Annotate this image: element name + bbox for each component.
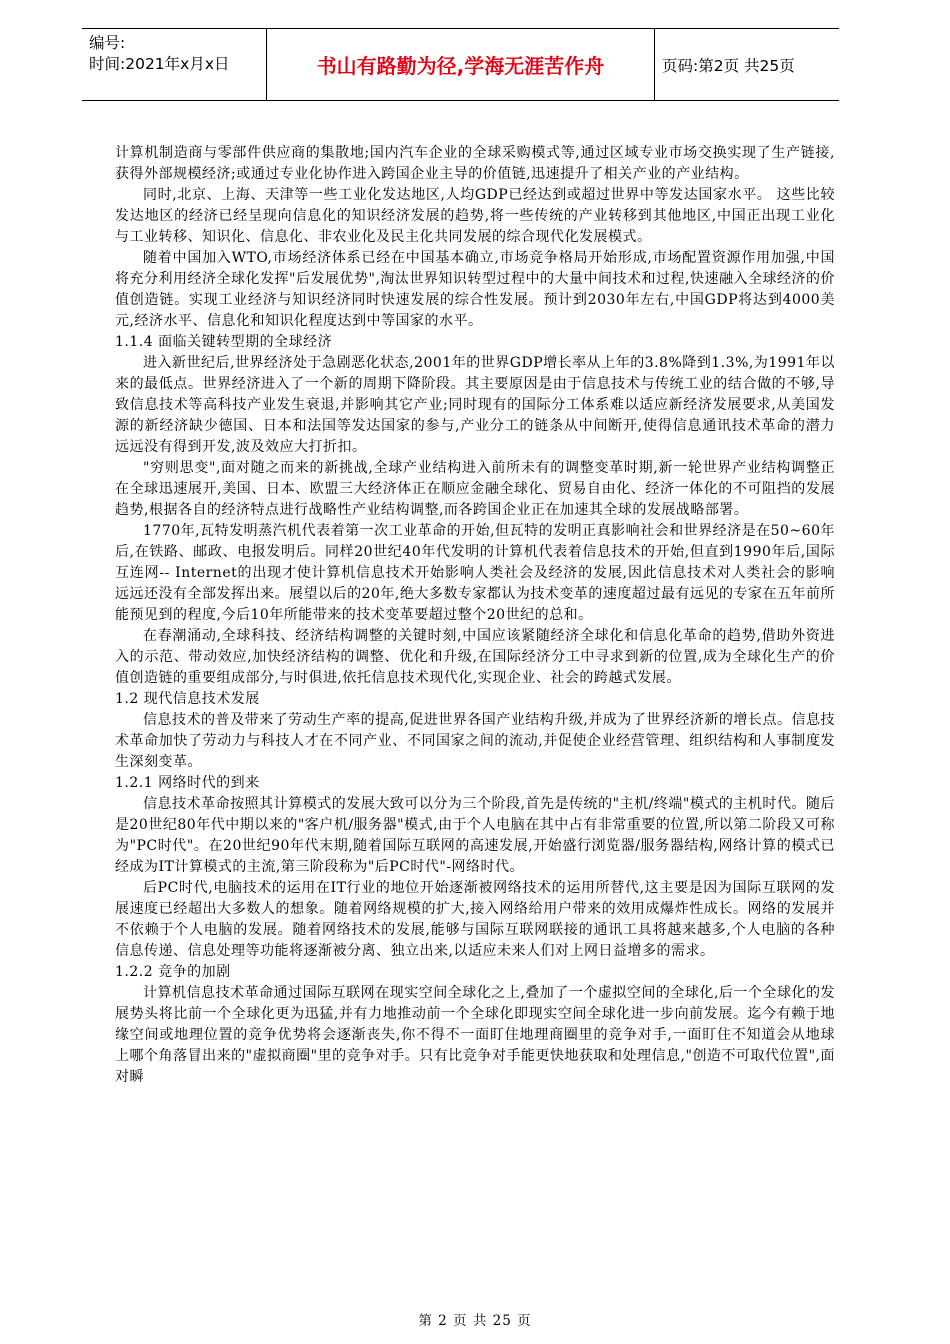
body-paragraph: 在春潮涌动,全球科技、经济结构调整的关键时刻,中国应该紧随经济全球化和信息化革命的趋势,借助外资进入的示范、带动效应,加快经济结构的调整、优化和升级,在国际经济分工中寻求到新的位置,成为全球化生产的价值创造链的重要组成部分,与时俱进,依托信息技术现代化,实现企业、社会的跨越式发展。 <box>115 628 835 686</box>
header-motto: 书山有路勤为径,学海无涯苦作舟 <box>267 29 655 100</box>
body-paragraph: 信息技术的普及带来了劳动生产率的提高,促进世界各国产业结构升级,并成为了世界经济新的增长点。信息技术革命加快了劳动力与科技人才在不同产业、不同国家之间的流动,并促使企业经营管理、组织结构和人事制度发生深刻变革。 <box>115 712 835 770</box>
body-paragraph: 进入新世纪后,世界经济处于急剧恶化状态,2001年的世界GDP增长率从上年的3.8%降到1.3%,为1991年以来的最低点。世界经济进入了一个新的周期下降阶段。其主要原因是由于信息技术与传统工业的结合做的不够,导致信息技术等高科技产业发生衰退,并影响其它产业;同时现有的国际分工体系难以适应新经济发展要求,从美国发源的新经济缺少德国、日本和法国等发达国家的参与,产业分工的链条从中间断开,使得信息通讯技术革命的潜力远远没有得到开发,波及效应大打折扣。 <box>115 355 835 455</box>
section-heading: 1.2.1 网络时代的到来 <box>115 775 260 791</box>
body-paragraph: 计算机制造商与零部件供应商的集散地;国内汽车企业的全球采购模式等,通过区域专业市场交换实现了生产链接,获得外部规模经济;或通过专业化协作进入跨国企业主导的价值链,迅速提升了相关产业的产业结构。 <box>115 145 835 182</box>
document-number: 编号: <box>89 34 126 52</box>
document-time: 时间:2021年x月x日 <box>89 55 230 73</box>
body-paragraph: 信息技术革命按照其计算模式的发展大致可以分为三个阶段,首先是传统的"主机/终端"模式的主机时代。随后是20世纪80年代中期以来的"客户机/服务器"模式,由于个人电脑在其中占有非常重要的位置,所以第二阶段又可称为"PC时代"。在20世纪90年代末期,随着国际互联网的高速发展,开始盛行浏览器/服务器结构,网络计算的模式已经成为IT计算模式的主流,第三阶段称为"后PC时代"-网络时代。 <box>115 796 835 875</box>
header-info <box>82 29 267 100</box>
section-heading: 1.2 现代信息技术发展 <box>115 691 260 707</box>
page-header <box>82 28 839 101</box>
section-heading: 1.1.4 面临关键转型期的全球经济 <box>115 334 333 350</box>
body-paragraph: "穷则思变",面对随之而来的新挑战,全球产业结构进入前所未有的调整变革时期,新一轮世界产业结构调整正在全球迅速展开,美国、日本、欧盟三大经济体正在顺应金融全球化、贸易自由化、经济一体化的不可阻挡的发展趋势,根据各自的经济特点进行战略性产业结构调整,而各跨国企业正在加速其全球的发展战略部署。 <box>115 460 835 518</box>
header-page-number: 页码:第2页 共25页 <box>662 56 795 75</box>
body-paragraph: 计算机信息技术革命通过国际互联网在现实空间全球化之上,叠加了一个虚拟空间的全球化,后一个全球化的发展势头将比前一个全球化更为迅猛,并有力地推动前一个全球化即现实空间全球化进一步向前发展。迄今有赖于地缘空间或地理位置的竞争优势将会逐渐丧失,你不得不一面盯住地理商圈里的竞争对手,一面盯住不知道会从地球上哪个角落冒出来的"虚拟商圈"里的竞争对手。只有比竞争对手能更快地获取和处理信息,"创造不可取代位置",面对瞬 <box>115 985 835 1085</box>
document-body <box>115 143 835 1088</box>
page-footer: 第 2 页 共 25 页 <box>418 1313 532 1329</box>
section-heading: 1.2.2 竞争的加剧 <box>115 964 231 980</box>
body-paragraph: 随着中国加入WTO,市场经济体系已经在中国基本确立,市场竞争格局开始形成,市场配置资源作用加强,中国将充分利用经济全球化发挥"后发展优势",淘汰世界知识转型过程中的大量中间技术和过程,快速融入全球经济的价值创造链。实现工业经济与知识经济同时快速发展的综合性发展。预计到2030年左右,中国GDP将达到4000美元,经济水平、信息化和知识化程度达到中等国家的水平。 <box>115 250 835 329</box>
body-paragraph: 1770年,瓦特发明蒸汽机代表着第一次工业革命的开始,但瓦特的发明正真影响社会和世界经济是在50~60年后,在铁路、邮政、电报发明后。同样20世纪40年代发明的计算机代表着信息技术的开始,但直到1990年后,国际互连网-- Internet的出现才使计算机信息技术开始影响人类社会及经济的发展,因此信息技术对人类社会的影响远远还没有全部发挥出来。展望以后的20年,绝大多数专家都认为技术变革的速度超过最有远见的专家在五年前所能预见到的程度,今后10年所能带来的技术变革要超过整个20世纪的总和。 <box>115 523 835 623</box>
body-paragraph: 后PC时代,电脑技术的运用在IT行业的地位开始逐渐被网络技术的运用所替代,这主要是因为国际互联网的发展速度已经超出大多数人的想象。随着网络规模的扩大,接入网络给用户带来的效用成爆炸性成长。网络的发展并不依赖于个人电脑的发展。随着网络技术的发展,能够与国际互联网联接的通讯工具将越来越多,个人电脑的各种信息传递、信息处理等功能将逐渐被分离、独立出来,以适应未来人们对上网日益增多的需求。 <box>115 880 835 959</box>
body-paragraph: 同时,北京、上海、天津等一些工业化发达地区,人均GDP已经达到或超过世界中等发达国家水平。 这些比较发达地区的经济已经呈现向信息化的知识经济发展的趋势,将一些传统的产业转移到其他地区,中国正出现工业化与工业转移、知识化、信息化、非农业化及民主化共同发展的综合现代化发展模式。 <box>115 187 835 245</box>
